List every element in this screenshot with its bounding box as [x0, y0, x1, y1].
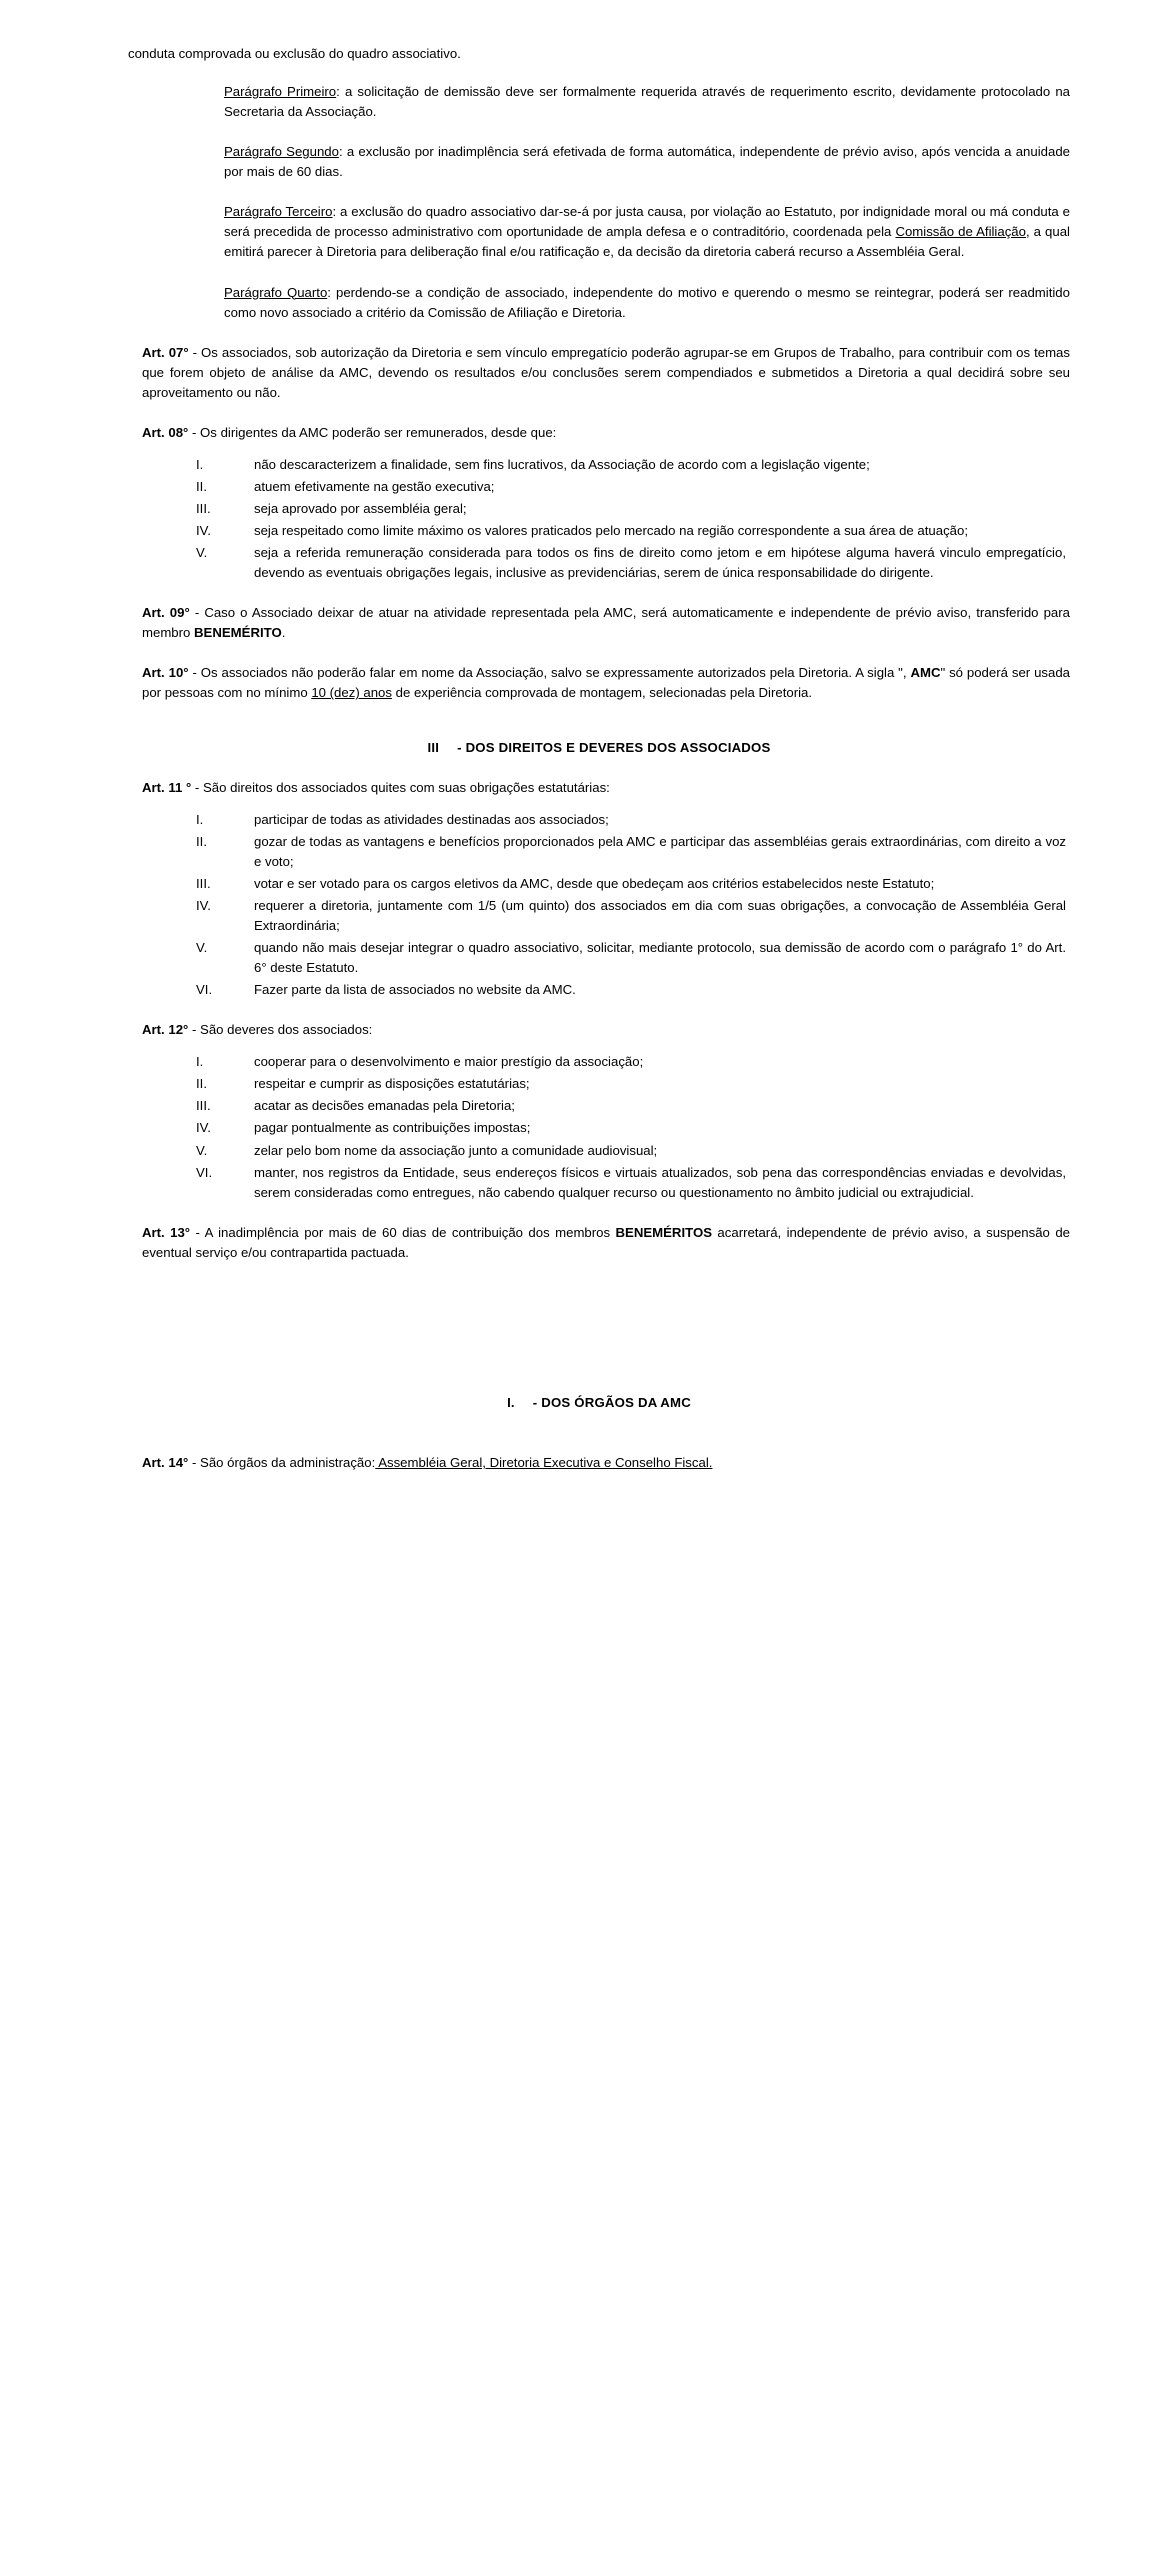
list-item-text: respeitar e cumprir as disposições estatutárias; — [254, 1076, 530, 1092]
paragraph-segundo-label: Parágrafo Segundo — [224, 144, 339, 160]
article-09 — [142, 603, 1070, 643]
section-spacer — [128, 1263, 1070, 1359]
paragraph-quarto-text: : perdendo-se a condição de associado, independente do motivo e querendo o mesmo se reintegrar, poderá ser readmitido como novo associado a critério da Comissão de Afiliação e Diretoria. — [224, 284, 1070, 320]
list-item-number: I. — [196, 456, 204, 472]
list-item-text: acatar as decisões emanadas pela Diretoria; — [254, 1098, 515, 1114]
list-item-text: participar de todas as atividades destinadas aos associados; — [254, 811, 609, 827]
list-item-number: IV. — [196, 1120, 211, 1136]
paragraph-primeiro-text: : a solicitação de demissão deve ser formalmente requerida através de requerimento escrito, devidamente protocolado na Secretaria da Associação. — [224, 84, 1071, 120]
article-09-number: Art. 09° — [142, 605, 190, 621]
paragraph-quarto-label: Parágrafo Quarto — [224, 284, 328, 300]
list-item-number: I. — [196, 1054, 204, 1070]
article-08-list — [128, 455, 1070, 583]
paragraph-segundo — [224, 142, 1070, 182]
article-10-text-part3: de experiência comprovada de montagem, selecionadas pela Diretoria. — [391, 685, 813, 701]
article-10 — [142, 663, 1070, 703]
list-item-number: III. — [196, 501, 211, 516]
article-09-text-part1: - Caso o Associado deixar de atuar na atividade representada pela AMC, será automaticamente e independente de prévio aviso, transferido para membro — [142, 605, 1070, 641]
list-item — [128, 1096, 1070, 1116]
section-title-text: - DOS DIREITOS E DEVERES DOS ASSOCIADOS — [457, 739, 771, 755]
list-item-number: II. — [196, 833, 207, 849]
paragraph-primeiro — [224, 82, 1070, 122]
list-item-text: pagar pontualmente as contribuições impostas; — [254, 1120, 531, 1136]
section-title-roman: I. — [507, 1394, 515, 1410]
list-item-text: quando não mais desejar integrar o quadro associativo, solicitar, mediante protocolo, sua demissão de acordo com o parágrafo 1° do Art. 6° deste Estatuto. — [254, 940, 1066, 976]
list-item — [128, 896, 1070, 936]
list-item-number: IV. — [196, 523, 211, 539]
article-10-number: Art. 10° — [142, 665, 189, 681]
list-item-text: atuem efetivamente na gestão executiva; — [254, 478, 495, 494]
list-item-text: cooperar para o desenvolvimento e maior prestígio da associação; — [254, 1054, 644, 1070]
paragraph-quarto — [224, 283, 1070, 323]
paragraph-primeiro-label: Parágrafo Primeiro — [224, 84, 337, 100]
comissao-afiliacao-link[interactable]: Comissão de Afiliação — [895, 224, 1026, 240]
list-item — [128, 1141, 1070, 1161]
list-item — [128, 1163, 1070, 1203]
article-09-text-part2: . — [281, 625, 286, 641]
article-11-text: - São direitos dos associados quites com suas obrigações estatutárias: — [191, 779, 610, 795]
list-item-text: gozar de todas as vantagens e benefícios proporcionados pela AMC e participar das assembléias gerais extraordinárias, com direito a voz e voto; — [254, 833, 1066, 869]
list-item — [128, 477, 1070, 497]
list-item-text: seja a referida remuneração considerada para todos os fins de direito como jetom e em hipótese alguma haverá vinculo empregatício, devendo as eventuais obrigações legais, inclusive as previdenciárias, serem de única responsabilidade do dirigente. — [254, 545, 1066, 581]
article-10-text-part2: " só poderá ser usada por pessoas com no mínimo — [142, 665, 1070, 701]
list-item — [128, 1074, 1070, 1094]
list-item-number: V. — [196, 545, 208, 561]
paragraph-spacer — [128, 1419, 1070, 1433]
list-item-number: IV. — [196, 897, 211, 913]
list-item-number: II. — [196, 478, 207, 494]
paragraph-terceiro-label: Parágrafo Terceiro — [224, 204, 333, 220]
article-11 — [142, 778, 1070, 798]
article-14-underline-term: Assembléia Geral, Diretoria Executiva e Conselho Fiscal. — [375, 1454, 713, 1470]
article-13 — [142, 1223, 1070, 1263]
article-07-text: - Os associados, sob autorização da Diretoria e sem vínculo empregatício poderão agrupar-se em Grupos de Trabalho, para contribuir com os temas que forem objeto de análise da AMC, devendo os resultados e/ou conclusões serem compendiados e submetidos a Diretoria a qual decidirá sobre seu aproveitamento ou não. — [142, 344, 1070, 400]
list-item-number: VI. — [196, 1164, 213, 1180]
list-item — [128, 499, 1070, 519]
list-item — [128, 810, 1070, 830]
article-13-bold-term: BENEMÉRITOS — [615, 1224, 712, 1240]
list-item-text: não descaracterizem a finalidade, sem fins lucrativos, da Associação de acordo com a legislação vigente; — [254, 456, 870, 472]
article-11-list — [128, 810, 1070, 1001]
list-item-number: V. — [196, 940, 208, 955]
article-10-text-part1: - Os associados não poderão falar em nome da Associação, salvo se expressamente autorizados pela Diretoria. A sigla ", — [188, 665, 911, 681]
paragraph-terceiro — [224, 202, 1070, 262]
article-13-text-part1: - A inadimplência por mais de 60 dias de contribuição dos membros — [190, 1224, 616, 1240]
article-12-number: Art. 12° — [142, 1022, 189, 1038]
list-item-text: zelar pelo bom nome da associação junto a comunidade audiovisual; — [254, 1142, 658, 1158]
article-09-bold-term: BENEMÉRITO — [194, 625, 282, 641]
list-item — [128, 521, 1070, 541]
list-item-number: III. — [196, 875, 211, 891]
list-item — [128, 543, 1070, 583]
list-item-text: seja respeitado como limite máximo os valores praticados pelo mercado na região correspondente a sua área de atuação; — [254, 523, 968, 539]
list-item-text: Fazer parte da lista de associados no website da AMC. — [254, 982, 576, 998]
list-item-number: III. — [196, 1098, 211, 1114]
list-item — [128, 1118, 1070, 1138]
list-item — [128, 874, 1070, 894]
article-10-bold-term: AMC — [910, 665, 941, 681]
lead-paragraph: conduta comprovada ou exclusão do quadro associativo. — [128, 46, 461, 61]
paragraph-terceiro-text-part1: : a exclusão do quadro associativo dar-se-á por justa causa, por violação ao Estatuto, por indignidade moral ou má conduta e será precedida de processo administrativo com oportunidade de ampla defesa e o contraditório, coordenada pela — [224, 204, 1070, 240]
list-item-number: I. — [196, 811, 204, 827]
list-item-number: II. — [196, 1076, 207, 1092]
list-item-number: VI. — [196, 982, 213, 998]
article-12 — [142, 1020, 1070, 1040]
section-title-text: - DOS ÓRGÃOS DA AMC — [532, 1394, 691, 1410]
list-item-text: requerer a diretoria, juntamente com 1/5 (um quinto) dos associados em dia com suas obrigações, a convocação de Assembléia Geral Extraordinária; — [254, 897, 1066, 933]
list-item — [128, 832, 1070, 872]
list-item-text: votar e ser votado para os cargos eletivos da AMC, desde que obedeçam aos critérios estabelecidos neste Estatuto; — [254, 875, 935, 891]
article-07-number: Art. 07° — [142, 344, 189, 360]
list-item-text: manter, nos registros da Entidade, seus endereços físicos e virtuais atualizados, sob pena das correspondências enviadas e devolvidas, serem consideradas como entregues, não cabendo qualquer recurso ou questionamento no âmbito judicial ou extrajudicial. — [254, 1164, 1066, 1200]
article-12-text: - São deveres dos associados: — [188, 1022, 373, 1038]
list-item — [128, 1052, 1070, 1072]
article-14-number: Art. 14° — [142, 1454, 189, 1470]
article-14-text-part1: - São órgãos da administração: — [188, 1454, 376, 1470]
list-item — [128, 980, 1070, 1000]
section-title-roman: III — [427, 739, 440, 755]
section-title-orgaos — [128, 1393, 1070, 1413]
article-13-text-part2: acarretará, independente de prévio aviso, a suspensão de eventual serviço e/ou contrapartida pactuada. — [142, 1224, 1070, 1260]
article-11-number: Art. 11 ° — [142, 779, 192, 795]
article-07 — [142, 343, 1070, 403]
article-13-number: Art. 13° — [142, 1224, 191, 1240]
article-08-number: Art. 08° — [142, 424, 189, 440]
list-item — [128, 455, 1070, 475]
paragraph-segundo-text: : a exclusão por inadimplência será efetivada de forma automática, independente de prévio aviso, após vencida a anuidade por mais de 60 dias. — [224, 144, 1070, 180]
list-item — [128, 938, 1070, 978]
article-10-underline-term: 10 (dez) anos — [311, 685, 392, 701]
paragraph-terceiro-text-part2: , a qual emitirá parecer à Diretoria para deliberação final e/ou ratificação e, da decisão da diretoria caberá recurso a Assembléia Geral. — [224, 224, 1070, 260]
list-item-text: seja aprovado por assembléia geral; — [254, 501, 467, 516]
article-14 — [142, 1453, 1070, 1473]
list-item-number: V. — [196, 1142, 208, 1158]
article-12-list — [128, 1052, 1070, 1202]
article-08 — [142, 423, 1070, 443]
section-title-direitos-deveres — [128, 738, 1070, 758]
article-08-text: - Os dirigentes da AMC poderão ser remunerados, desde que: — [188, 424, 557, 440]
